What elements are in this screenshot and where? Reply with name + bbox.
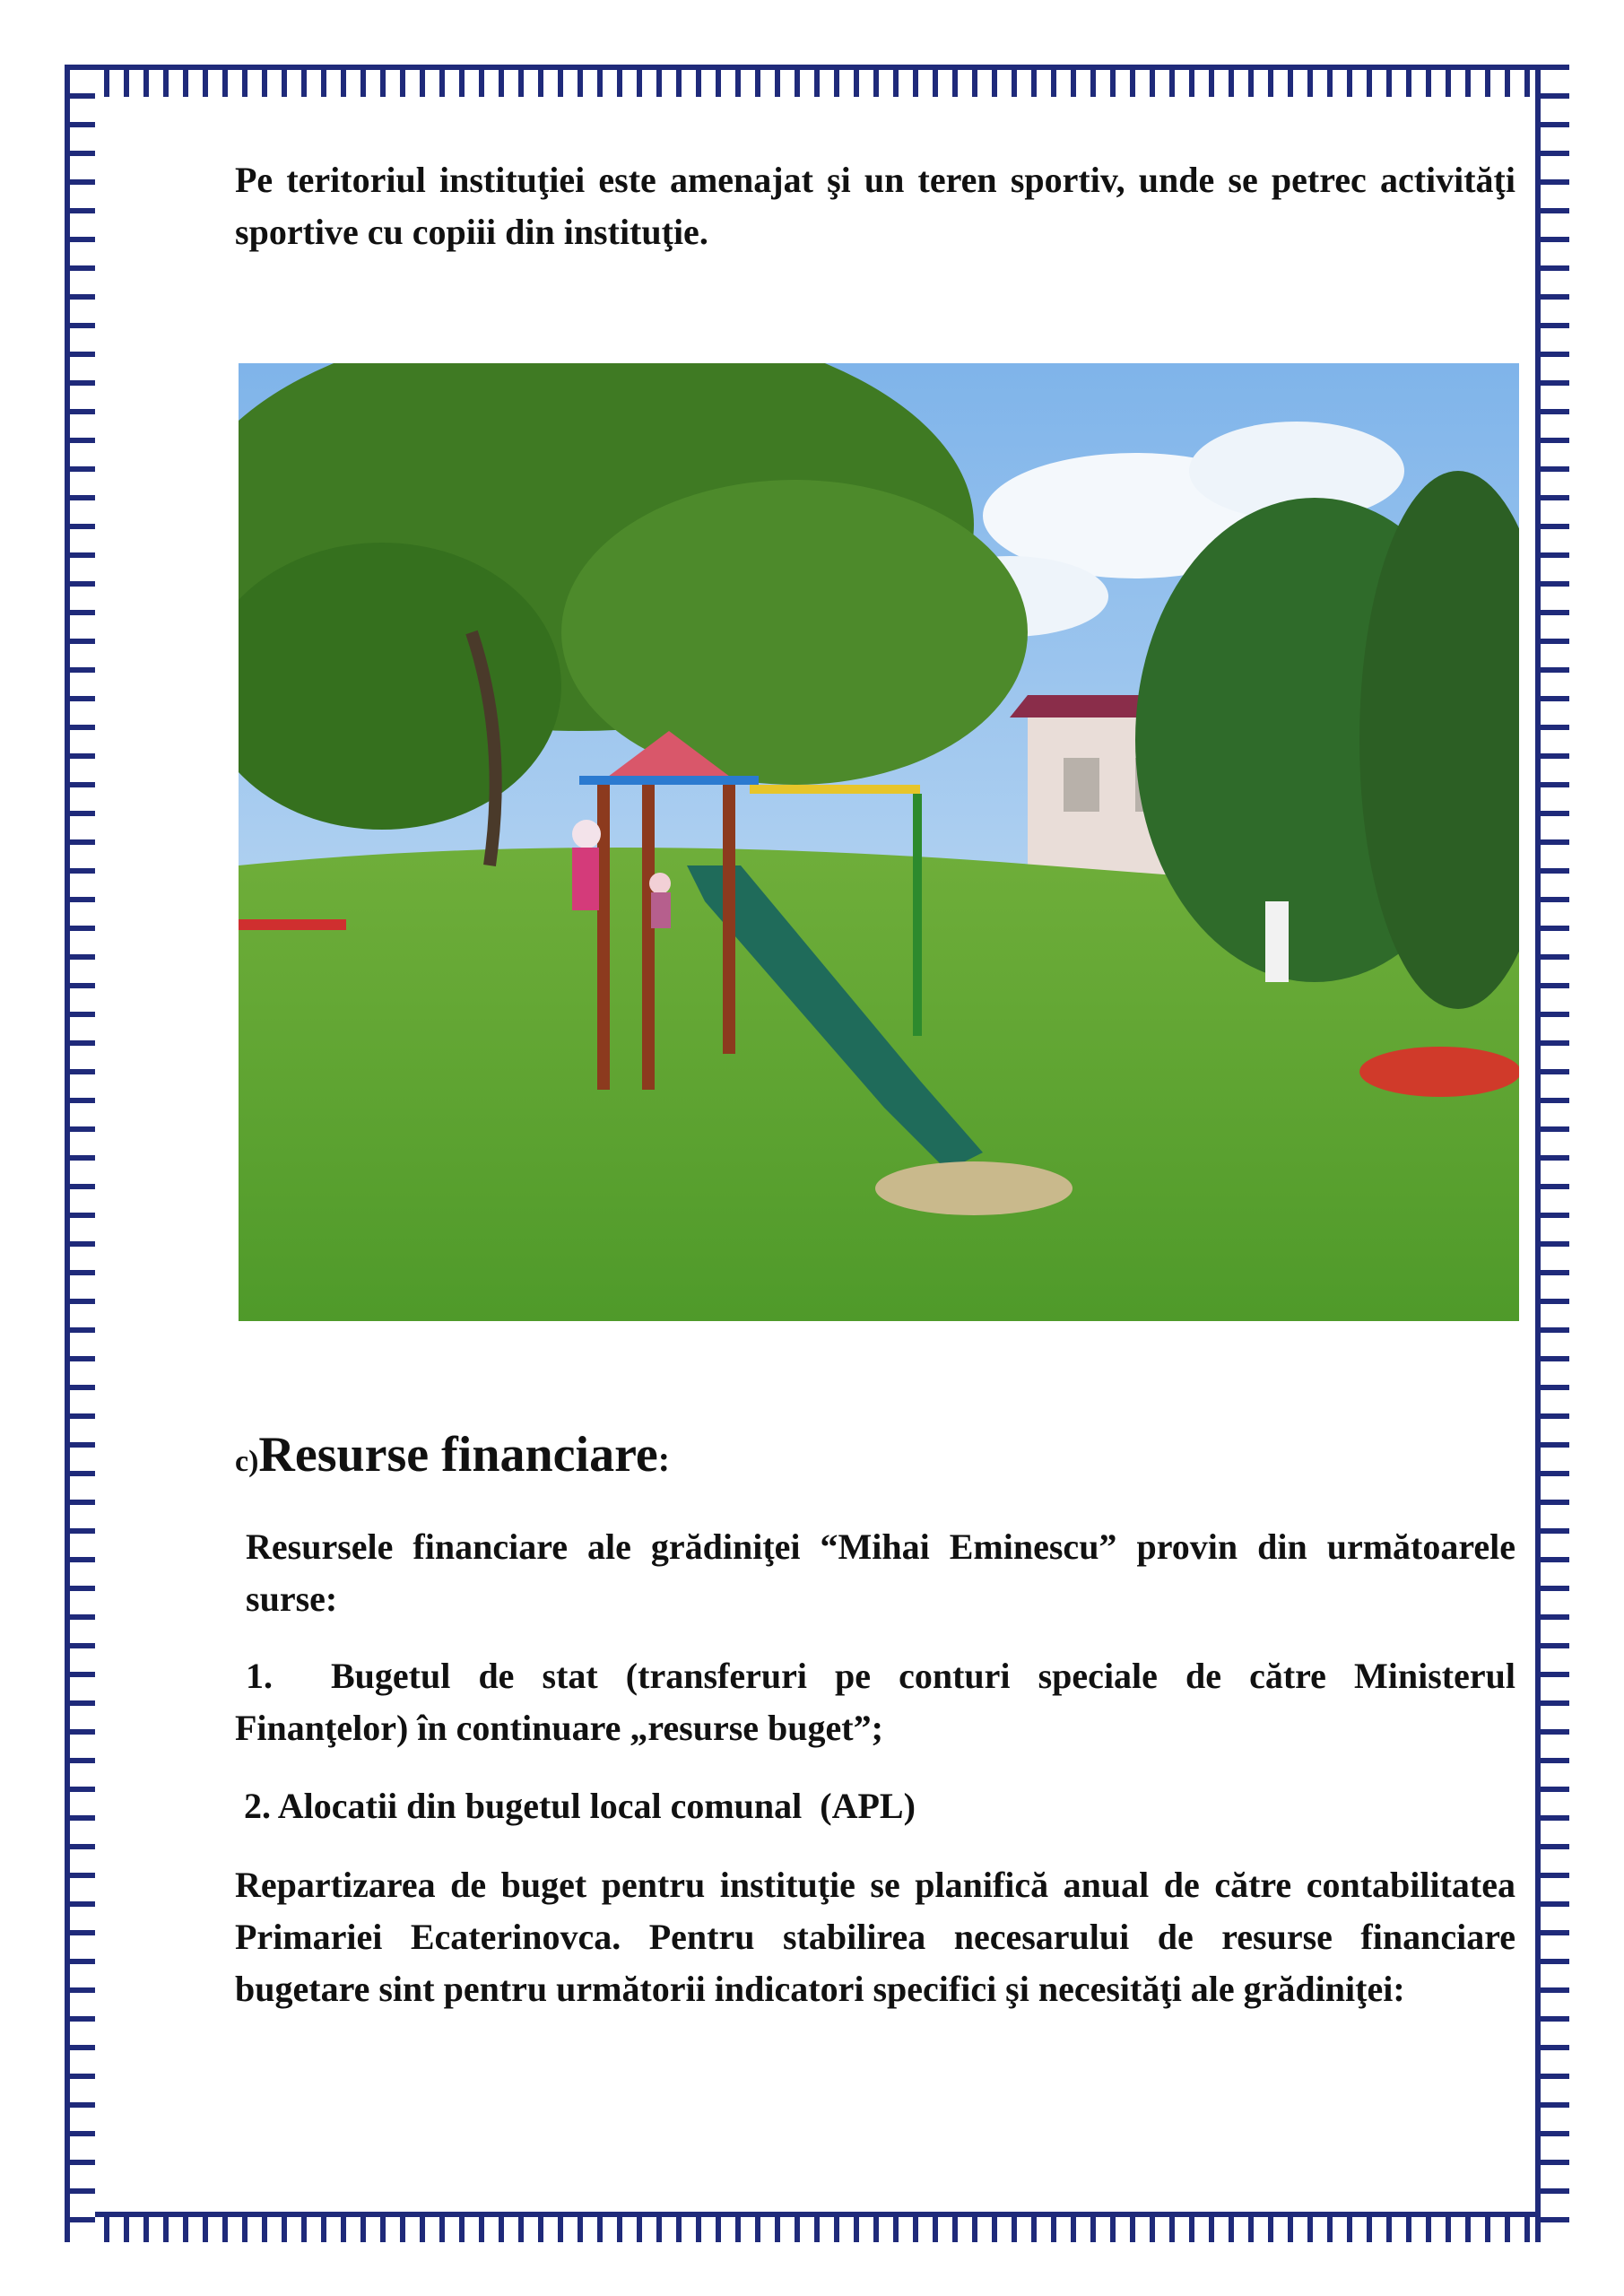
source-item-2 (244, 1780, 1515, 1832)
planning-block (235, 1859, 1515, 2015)
planning-paragraph: Repartizarea de buget pentru instituţie se planifică anual de către contabilitatea Primariei Ecaterinovca. Pentru stabilirea necesarului de resurse financiare bugetare sint pentru următorii indicatori specifici şi necesităţi ale grădiniţei: (235, 1865, 1515, 2009)
page-border-right (1535, 65, 1569, 2242)
section-heading (235, 1426, 670, 1483)
source-item-2-number: 2. (244, 1786, 271, 1826)
intro-block (235, 154, 1515, 258)
source-item-2-paragraph (244, 1780, 1515, 1832)
source-item-1-number: 1. (246, 1656, 273, 1696)
page-border-left (65, 65, 95, 2242)
source-item-1-paragraph (235, 1650, 1515, 1754)
page-border-top (65, 65, 1569, 97)
sources-intro-paragraph: Resursele financiare ale grădiniţei “Mihai Eminescu” provin din următoarele surse: (246, 1526, 1515, 1619)
playground-illustration (239, 363, 1519, 1321)
source-item-1 (235, 1650, 1515, 1754)
section-suffix: : (657, 1439, 671, 1479)
section-prefix: c) (235, 1445, 259, 1478)
page-border-bottom (65, 2212, 1569, 2242)
source-item-2-text: Alocatii din bugetul local comunal (APL) (277, 1786, 916, 1826)
sources-intro-block (235, 1521, 1515, 1625)
intro-paragraph: Pe teritoriul instituţiei este amenajat şi un teren sportiv, unde se petrec activităţi sportive cu copiii din instituţie. (235, 160, 1515, 252)
source-item-1-text: Bugetul de stat (transferuri pe conturi speciale de către Ministerul Finanţelor) în continuare „resurse buget”; (235, 1656, 1515, 1748)
playground-photo (239, 363, 1519, 1321)
section-title: Resurse financiare (258, 1427, 658, 1483)
